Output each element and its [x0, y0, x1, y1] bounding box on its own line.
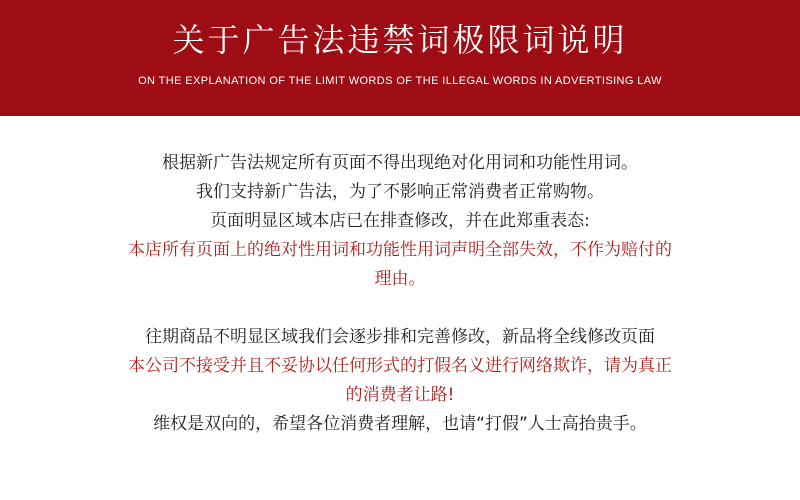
page-title: 关于广告法违禁词极限词说明: [172, 21, 628, 59]
notice-alert-line: 本店所有页面上的绝对性用词和功能性用词声明全部失效，不作为赔付的: [128, 240, 672, 260]
notice-line: 维权是双向的，希望各位消费者理解，也请“打假”人士高抬贵手。: [153, 414, 647, 434]
notice-alert-line: 的消费者让路!: [345, 385, 455, 405]
notice-line: 往期商品不明显区域我们会逐步排和完善修改，新品将全线修改页面: [145, 327, 655, 347]
notice-line: 我们支持新广告法，为了不影响正常消费者正常购物。: [196, 182, 604, 202]
notice-line: 页面明显区域本店已在排查修改，并在此郑重表态:: [210, 211, 590, 231]
notice-alert-line: 本公司不接受并且不妥协以任何形式的打假名义进行网络欺诈，请为真正: [128, 356, 672, 376]
header-banner: [0, 0, 800, 116]
paragraph-spacer: [0, 294, 800, 323]
notice-line: 根据新广告法规定所有页面不得出现绝对化用词和功能性用词。: [162, 153, 638, 173]
page-subtitle: ON THE EXPLANATION OF THE LIMIT WORDS OF THE ILLEGAL WORDS IN ADVERTISING LAW: [138, 75, 662, 87]
notice-body: [0, 116, 800, 439]
notice-alert-line: 理由。: [374, 269, 426, 289]
